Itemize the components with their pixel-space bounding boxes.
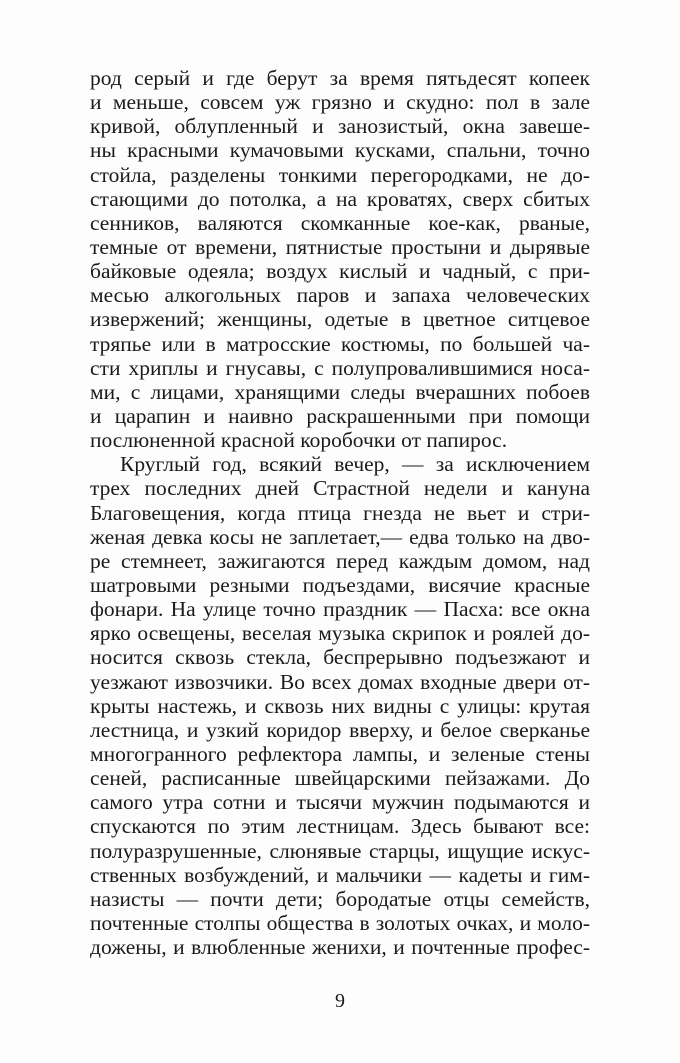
text-line: и царапин и наивно раскрашенными при помощи xyxy=(90,403,590,428)
text-line: извержений; женщины, одетые в цветное ситцевое xyxy=(90,307,590,332)
text-line: Благовещения, когда птица гнезда не вьет и стри- xyxy=(90,500,590,525)
text-line: сеней, расписанные швейцарскими пейзажами. До xyxy=(90,766,590,791)
text-line: ре стемнеет, зажигаются перед каждым домом, над xyxy=(90,548,590,573)
paragraph-2 xyxy=(90,452,590,959)
text-line: спускаются по этим лестницам. Здесь бывают все: xyxy=(90,814,590,839)
text-line: полуразрушенные, слюнявые старцы, ищущие искус- xyxy=(90,838,590,863)
text-line: ярко освещены, веселая музыка скрипок и роялей до- xyxy=(90,621,590,646)
text-line: крыты настежь, и сквозь них видны с улицы: крутая xyxy=(90,693,590,718)
text-line: темные от времени, пятнистые простыни и дырявые xyxy=(90,234,590,259)
text-line: стойла, разделены тонкими перегородками, не до- xyxy=(90,162,590,187)
text-line: лестница, и узкий коридор вверху, и белое сверканье xyxy=(90,717,590,742)
paragraph-1 xyxy=(90,66,590,452)
text-line: самого утра сотни и тысячи мужчин подымаются и xyxy=(90,790,590,815)
text-line: сти хриплы и гнусавы, с полупровалившимися носа- xyxy=(90,355,590,380)
text-line: ственных возбуждений, и мальчики — кадеты и гим- xyxy=(90,862,590,887)
text-line: почтенные столпы общества в золотых очках, и моло- xyxy=(90,910,590,935)
text-line: байковые одеяла; воздух кислый и чадный, с при- xyxy=(90,259,590,284)
text-line: ми, с лицами, хранящими следы вчерашних побоев xyxy=(90,379,590,404)
text-line: шатровыми резными подъездами, висячие красные xyxy=(90,572,590,597)
text-line: месью алкогольных паров и запаха человеческих xyxy=(90,283,590,308)
text-line: кривой, облупленный и занозистый, окна завеше- xyxy=(90,114,590,139)
text-line: многогранного рефлектора лампы, и зеленые стены xyxy=(90,741,590,766)
text-line: дожены, и влюбленные женихи, и почтенные профес- xyxy=(90,935,590,960)
text-line: трех последних дней Страстной недели и кануна xyxy=(90,476,590,501)
page-number: 9 xyxy=(335,990,345,1012)
text-line: тряпье или в матросские костюмы, по большей ча- xyxy=(90,331,590,356)
text-line: и меньше, совсем уж грязно и скудно: пол в зале xyxy=(90,90,590,115)
text-line: стающими до потолка, а на кроватях, сверх сбитых xyxy=(90,186,590,211)
text-line: уезжают извозчики. Во всех домах входные двери от- xyxy=(90,669,590,694)
text-line: сенников, валяются скомканные кое-как, рваные, xyxy=(90,210,590,235)
text-line: носится сквозь стекла, беспрерывно подъезжают и xyxy=(90,645,590,670)
text-line: женая девка косы не заплетает,— едва только на дво- xyxy=(90,524,590,549)
page-text xyxy=(90,66,590,959)
text-line: ны красными кумачовыми кусками, спальни, точно xyxy=(90,138,590,163)
text-line: фонари. На улице точно праздник — Пасха: все окна xyxy=(90,597,590,622)
text-line: назисты — почти дети; бородатые отцы семейств, xyxy=(90,886,590,911)
text-line: Круглый год, всякий вечер, — за исключением xyxy=(120,452,590,477)
text-line: послюненной красной коробочки от папирос. xyxy=(90,428,508,453)
text-line: род серый и где берут за время пятьдесят копеек xyxy=(90,66,590,90)
